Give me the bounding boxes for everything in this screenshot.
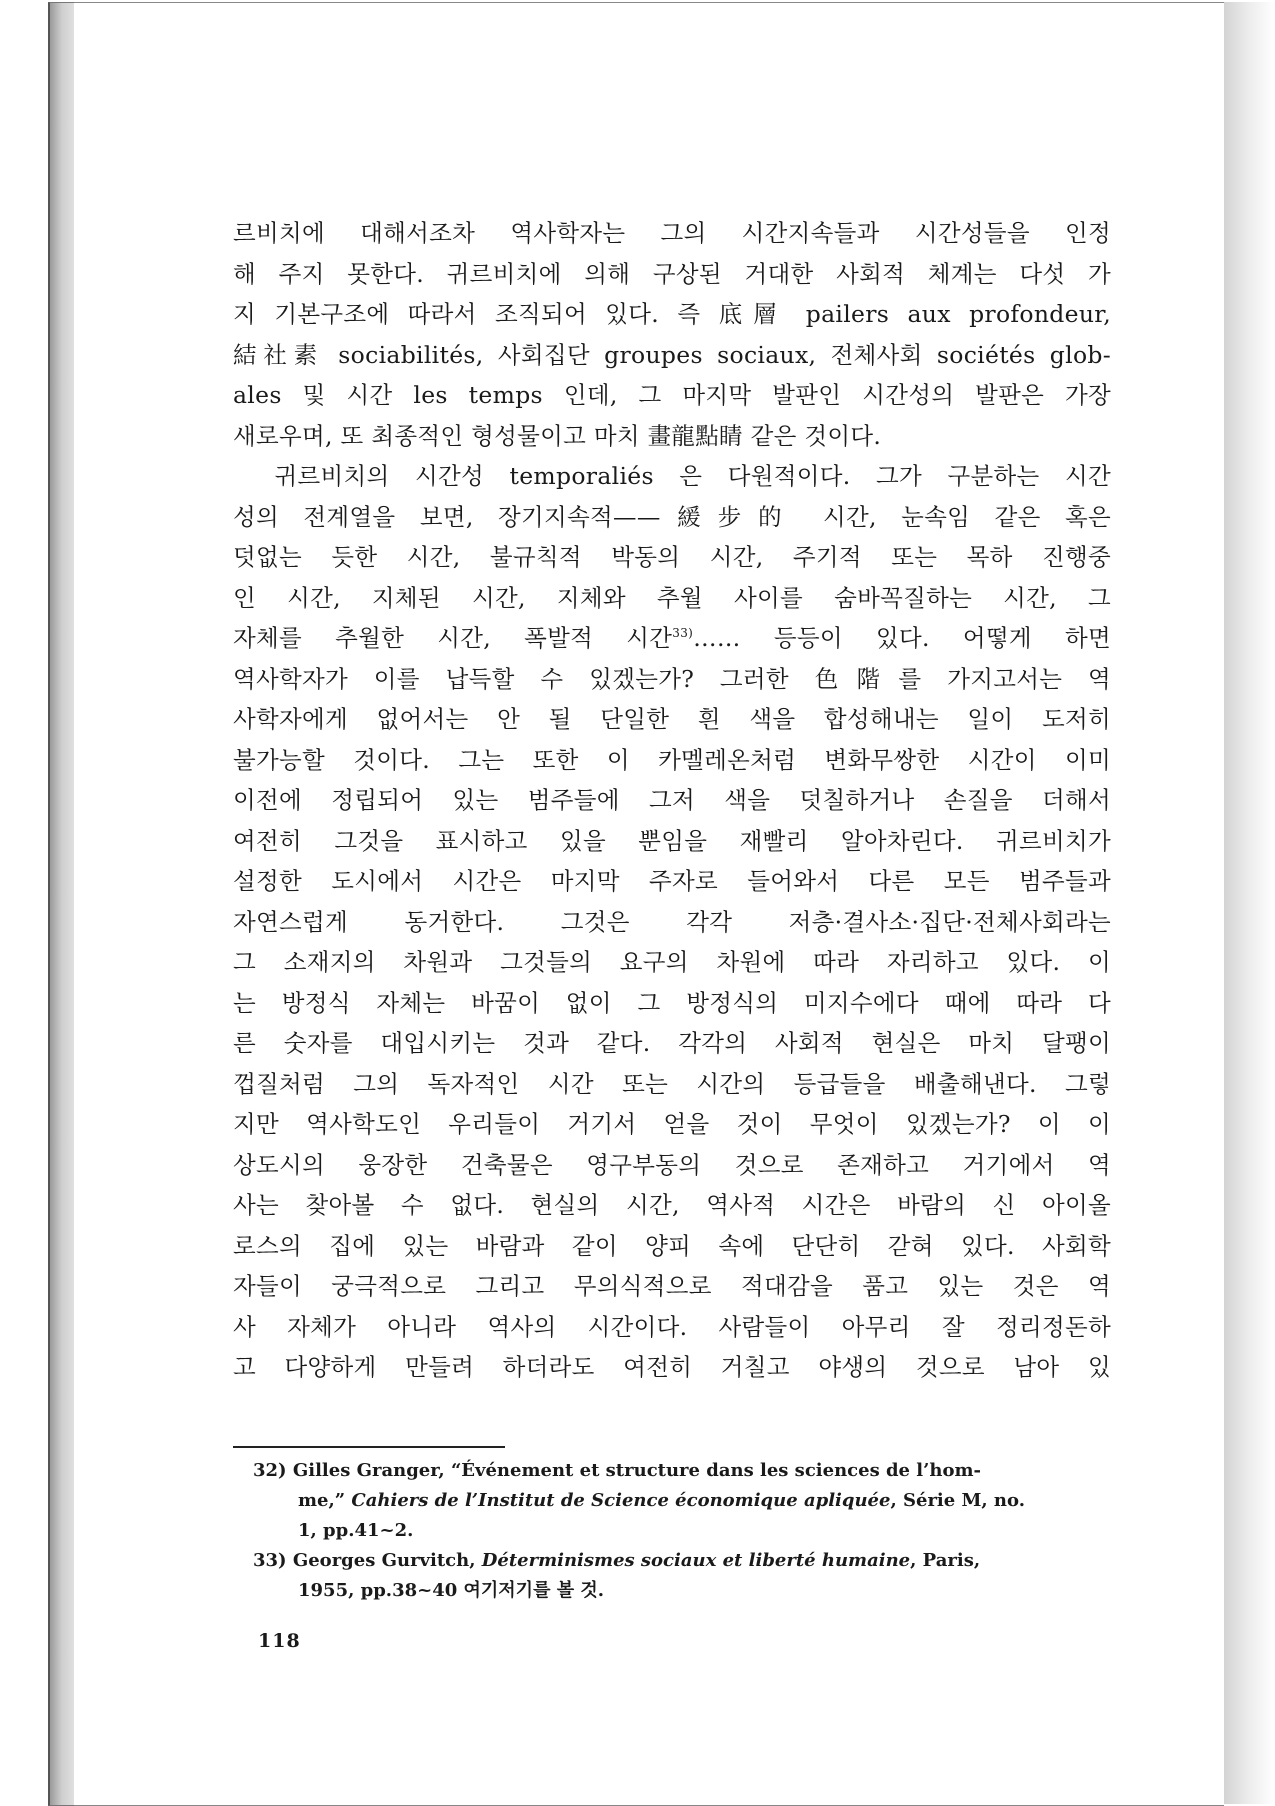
body-line: 설정한 도시에서 시간은 마지막 주자로 들어와서 다른 모든 범주들과 [233,867,1111,895]
body-line: 여전히 그것을 표시하고 있을 뿐임을 재빨리 알아차린다. 귀르비치가 [233,826,1111,855]
body-line: 지 기본구조에 따라서 조직되어 있다. 즉 底層 pailers aux profondeur, [233,300,1111,328]
footnote-33-line-2: 1955, pp.38~40 여기저기를 볼 것. [298,1580,605,1601]
body-line: 불가능할 것이다. 그는 또한 이 카멜레온처럼 변화무쌍한 시간이 이미 [233,745,1111,774]
footnote-32-line-3: 1, pp.41~2. [298,1520,414,1541]
body-line: 덧없는 듯한 시간, 불규칙적 박동의 시간, 주기적 또는 목하 진행중 [233,543,1111,571]
body-line: 로스의 집에 있는 바람과 같이 양피 속에 단단히 갇혀 있다. 사회학 [233,1231,1111,1260]
body-line: 인 시간, 지체된 시간, 지체와 추월 사이를 숨바꼭질하는 시간, 그 [233,583,1111,612]
footnote-32-journal-title: Cahiers de l’Institut de Science économique apliquée [351,1490,891,1511]
footnote-32-text: , Série M, no. [890,1490,1025,1511]
body-line: 지만 역사학도인 우리들이 거기서 얻을 것이 무엇이 있겠는가? 이 이 [233,1110,1111,1138]
body-line: 상도시의 웅장한 건축물은 영구부동의 것으로 존재하고 거기에서 역 [233,1150,1111,1179]
body-line: 고 다양하게 만들려 하더라도 여전히 거칠고 야생의 것으로 남아 있 [233,1353,1111,1381]
footnotes [253,1456,1113,1606]
body-line: 자들이 궁극적으로 그리고 무의식적으로 적대감을 품고 있는 것은 역 [233,1272,1111,1300]
body-line-head: 자체를 추월한 시간, 폭발적 시간 [233,624,673,652]
footnote-divider [233,1446,505,1448]
body-line: 해 주지 못한다. 귀르비치에 의해 구상된 거대한 사회적 체계는 다섯 가 [233,259,1111,288]
footnote-32-number: 32) [253,1460,287,1481]
body-line: 른 숫자를 대입시키는 것과 같다. 각각의 사회적 현실은 마치 달팽이 [233,1029,1111,1057]
body-line: 자연스럽게 동거한다. 그것은 각각 저층·결사소·집단·전체사회라는 [233,907,1111,936]
body-line: 사 자체가 아니라 역사의 시간이다. 사람들이 아무리 잘 정리정돈하 [233,1312,1111,1341]
footnote-33-line-1 [253,1546,1113,1576]
body-line: 사는 찾아볼 수 없다. 현실의 시간, 역사적 시간은 바람의 신 아이올 [233,1191,1111,1219]
body-line: 그 소재지의 차원과 그것들의 요구의 차원에 따라 자리하고 있다. 이 [233,948,1111,976]
body-line-tail: …… 등등이 있다. 어떻게 하면 [693,624,1111,652]
body-line: 이전에 정립되어 있는 범주들에 그저 색을 덧칠하거나 손질을 더해서 [233,786,1111,814]
body-line: 사학자에게 없어서는 안 될 단일한 흰 색을 합성해내는 일이 도저히 [233,705,1111,733]
body-line-with-footnote-ref [233,618,1111,659]
footnote-32-text: me,” [298,1490,346,1511]
footnote-32-line-2 [253,1486,1113,1516]
body-line: 성의 전계열을 보면, 장기지속적——緩步的 시간, 눈속임 같은 혹은 [233,502,1111,531]
body-line: 는 방정식 자체는 바꿈이 없이 그 방정식의 미지수에다 때에 따라 다 [233,988,1111,1017]
page-right-shadow [1224,2,1275,1804]
footnote-33-book-title: Déterminismes sociaux et liberté humaine [481,1550,911,1571]
footnote-33-text: , Paris, [910,1550,981,1571]
body-line: 역사학자가 이를 납득할 수 있겠는가? 그러한 色階를 가지고서는 역 [233,664,1111,693]
body-line: 르비치에 대해서조차 역사학자는 그의 시간지속들과 시간성들을 인정 [233,219,1111,247]
body-line: 結社素 sociabilités, 사회집단 groupes sociaux, 전체사회 sociétés glob- [233,340,1111,369]
body-line: 새로우며, 또 최종적인 형성물이고 마치 畫龍點睛 같은 것이다. [233,421,882,450]
body-line: ales 및 시간 les temps 인데, 그 마지막 발판인 시간성의 발판은 가장 [233,381,1111,409]
footnote-33-number: 33) [253,1550,287,1571]
body-line: 껍질처럼 그의 독자적인 시간 또는 시간의 등급들을 배출해낸다. 그렇 [233,1069,1111,1098]
body-line: 귀르비치의 시간성 temporaliés 은 다원적이다. 그가 구분하는 시간 [233,462,1111,490]
footnote-33-text: Georges Gurvitch, [292,1550,476,1571]
body-text [233,213,1111,1388]
footnote-ref-33: 33) [672,626,694,640]
footnote-32-line-1 [253,1456,1113,1486]
page-number: 118 [258,1630,301,1652]
footnote-32-text: Gilles Granger, “Événement et structure dans les sciences de l’hom- [292,1460,981,1481]
